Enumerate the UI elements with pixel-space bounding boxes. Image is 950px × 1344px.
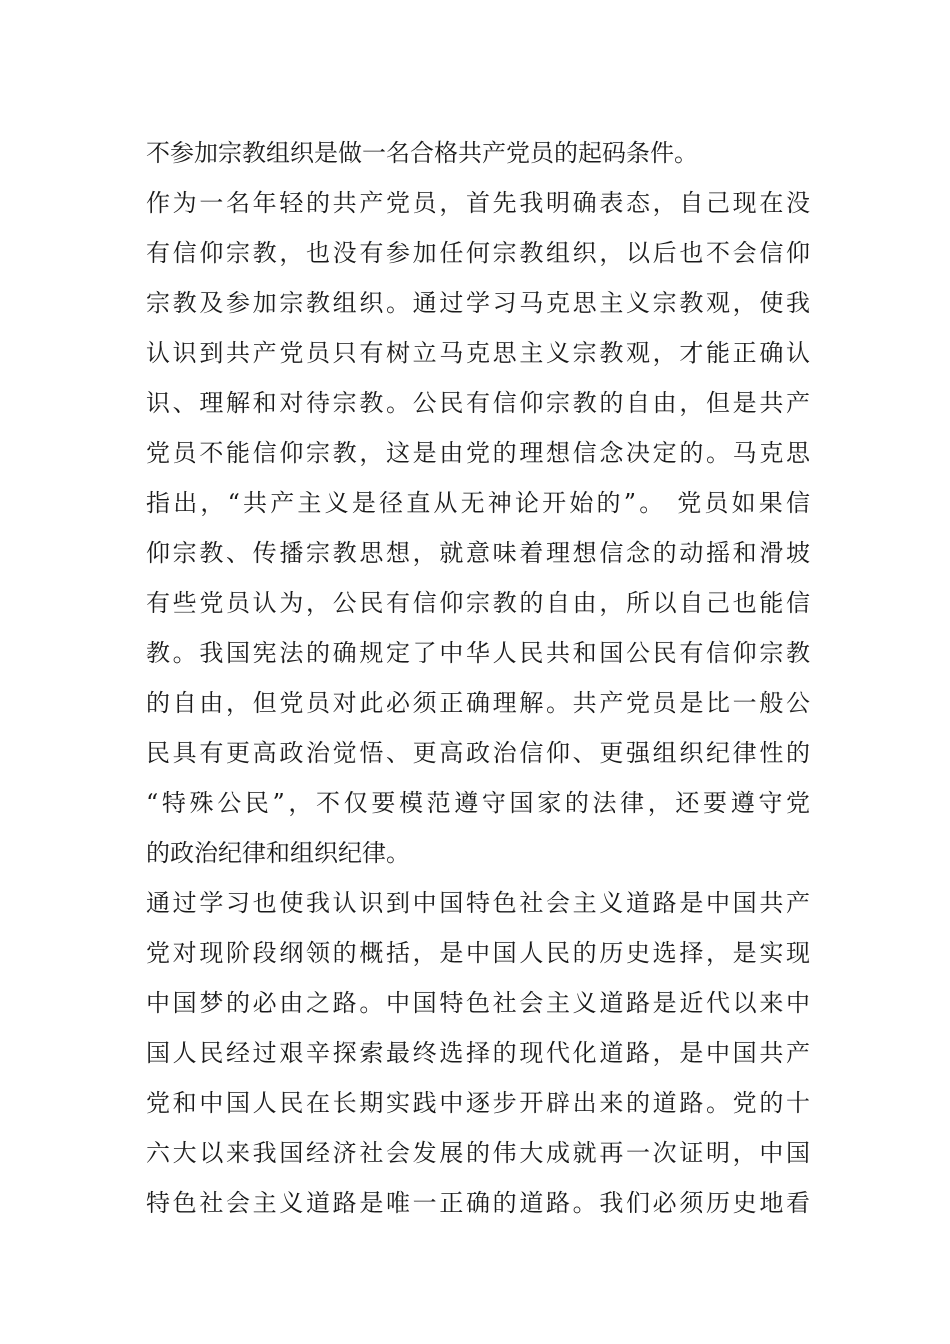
text-line: 党对现阶段纲领的概括，是中国人民的历史选择，是实现 bbox=[146, 939, 810, 967]
text-line: 通过学习也使我认识到中国特色社会主义道路是中国共产 bbox=[146, 889, 810, 917]
text-line: 党员不能信仰宗教，这是由党的理想信念决定的。马克思 bbox=[146, 439, 810, 467]
text-line: 的政治纪律和组织纪律。 bbox=[146, 839, 410, 867]
text-line: 党和中国人民在长期实践中逐步开辟出来的道路。党的十 bbox=[146, 1089, 810, 1117]
text-line: 的自由，但党员对此必须正确理解。共产党员是比一般公 bbox=[146, 689, 810, 717]
text-line: 教。我国宪法的确规定了中华人民共和国公民有信仰宗教 bbox=[146, 639, 810, 667]
text-line: 有些党员认为，公民有信仰宗教的自由，所以自己也能信 bbox=[146, 589, 810, 617]
text-line: 指出，“共产主义是径直从无神论开始的”。 党员如果信 bbox=[146, 489, 810, 517]
text-line: 国人民经过艰辛探索最终选择的现代化道路，是中国共产 bbox=[146, 1039, 810, 1067]
text-line: “特殊公民”，不仅要模范遵守国家的法律，还要遵守党 bbox=[146, 789, 810, 817]
document-body bbox=[146, 128, 810, 1228]
text-line: 六大以来我国经济社会发展的伟大成就再一次证明，中国 bbox=[146, 1139, 810, 1167]
text-line: 不参加宗教组织是做一名合格共产党员的起码条件。 bbox=[146, 139, 698, 167]
text-line: 特色社会主义道路是唯一正确的道路。我们必须历史地看 bbox=[146, 1189, 810, 1217]
text-line: 宗教及参加宗教组织。通过学习马克思主义宗教观，使我 bbox=[146, 289, 810, 317]
text-line: 民具有更高政治觉悟、更高政治信仰、更强组织纪律性的 bbox=[146, 739, 810, 767]
text-line: 仰宗教、传播宗教思想，就意味着理想信念的动摇和滑坡 bbox=[146, 539, 810, 567]
text-line: 认识到共产党员只有树立马克思主义宗教观，才能正确认 bbox=[146, 339, 810, 367]
text-line: 有信仰宗教，也没有参加任何宗教组织，以后也不会信仰 bbox=[146, 239, 810, 267]
text-line: 识、理解和对待宗教。公民有信仰宗教的自由，但是共产 bbox=[146, 389, 810, 417]
text-line: 作为一名年轻的共产党员，首先我明确表态，自己现在没 bbox=[146, 189, 810, 217]
text-line: 中国梦的必由之路。中国特色社会主义道路是近代以来中 bbox=[146, 989, 810, 1017]
